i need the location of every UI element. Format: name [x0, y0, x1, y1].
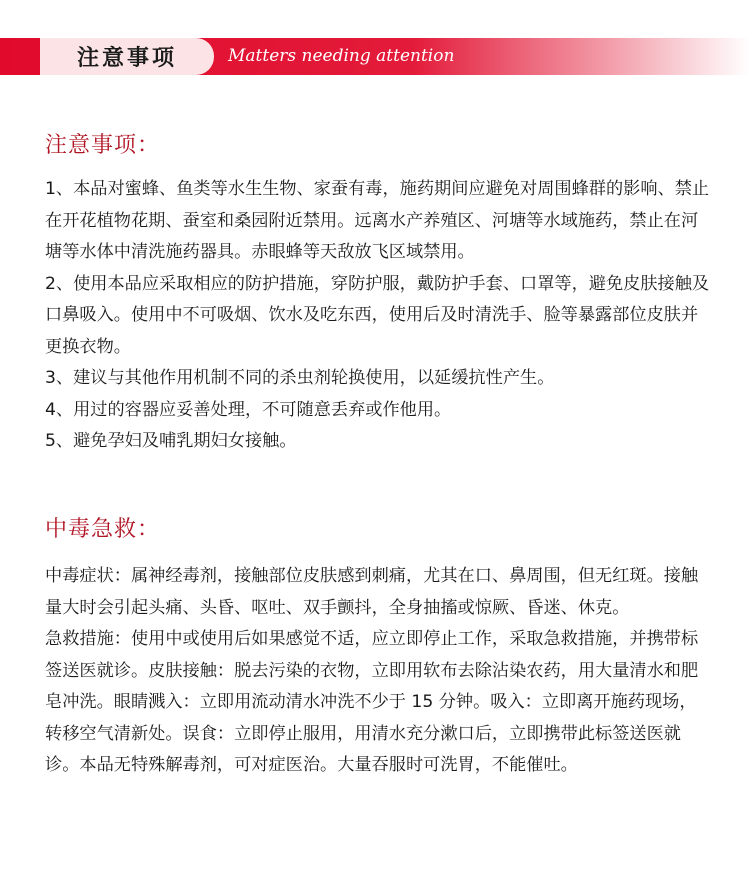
- banner-subtitle: Matters needing attention: [228, 46, 455, 66]
- first-aid-measures: 急救措施：使用中或使用后如果感觉不适，应立即停止工作，采取急救措施，并携带标签送医就诊。皮肤接触：脱去污染的衣物，立即用软布去除沾染农药，用大量清水和肥皂冲洗。眼睛溅入：立即用流动清水冲洗不少于 15 分钟。吸入：立即离开施药现场，转移空气清新处。误食：立即停止服用，用清水充分漱口后，立即携带此标签送医就诊。本品无特殊解毒剂，可对症医治。大量吞服时可洗胃，不能催吐。: [45, 629, 699, 775]
- precaution-item: 4、用过的容器应妥善处理，不可随意丢弃或作他用。: [45, 399, 452, 420]
- poisoning-symptoms: 中毒症状：属神经毒剂，接触部位皮肤感到刺痛，尤其在口、鼻周围，但无红斑。接触量大时会引起头痛、头昏、呕吐、双手颤抖，全身抽搐或惊厥、昏迷、休克。: [45, 566, 699, 618]
- precaution-item: 1、本品对蜜蜂、鱼类等水生生物、家蚕有毒，施药期间应避免对周围蜂群的影响、禁止在开花植物花期、蚕室和桑园附近禁用。远离水产养殖区、河塘等水域施药，禁止在河塘等水体中清洗施药器具。赤眼蜂等天敌放飞区域禁用。: [45, 179, 710, 262]
- precaution-item: 3、建议与其他作用机制不同的杀虫剂轮换使用，以延缓抗性产生。: [45, 368, 555, 388]
- precautions-heading: 注意事项：: [45, 133, 161, 158]
- banner-title-tab: [40, 38, 214, 75]
- precaution-item: 5、避免孕妇及哺乳期妇女接触。: [45, 431, 297, 451]
- banner-title: 注意事项: [76, 46, 177, 71]
- first-aid-content: [45, 561, 713, 782]
- precaution-item: 2、使用本品应采取相应的防护措施，穿防护服，戴防护手套、口罩等，避免皮肤接触及口鼻吸入。使用中不可吸烟、饮水及吃东西，使用后及时清洗手、脸等暴露部位皮肤并更换衣物。: [45, 273, 710, 357]
- precautions-list: [45, 174, 713, 458]
- first-aid-heading: 中毒急救：: [45, 517, 161, 542]
